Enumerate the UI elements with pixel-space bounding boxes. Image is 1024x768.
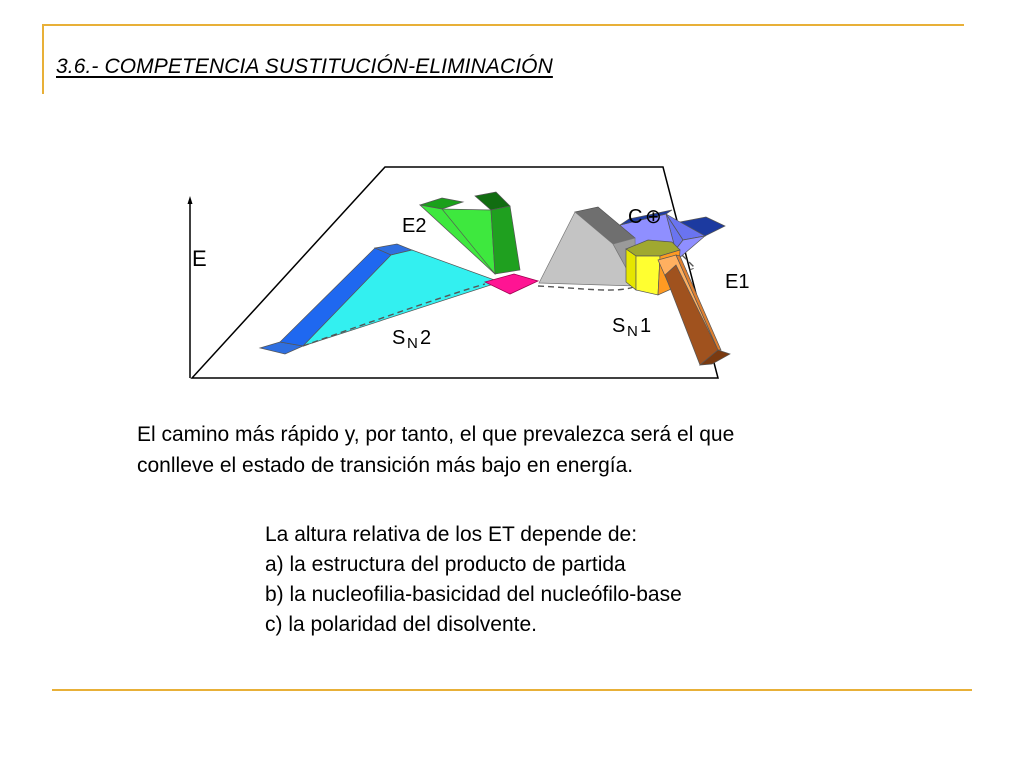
conclusion-paragraph bbox=[137, 419, 897, 481]
accent-line-left bbox=[42, 24, 44, 94]
factor-item: a) la estructura del producto de partida bbox=[265, 553, 626, 576]
factors-heading: La altura relativa de los ET depende de: bbox=[265, 523, 638, 546]
conclusion-line: conlleve el estado de transición más bajo en energía. bbox=[137, 454, 634, 477]
sn2-label-num: 2 bbox=[420, 327, 432, 349]
e1-label: E1 bbox=[725, 271, 750, 293]
sn2-label-n: N bbox=[407, 335, 418, 352]
energy-axis-label: E bbox=[192, 246, 207, 271]
e2-label: E2 bbox=[402, 215, 427, 237]
sn1-label-n: N bbox=[627, 323, 638, 340]
factors-list bbox=[265, 520, 825, 640]
slide-title: 3.6.- COMPETENCIA SUSTITUCIÓN-ELIMINACIÓN bbox=[56, 55, 553, 78]
energy-surface-diagram bbox=[180, 160, 820, 390]
sn1-label-num: 1 bbox=[640, 315, 652, 337]
carbocation-label: C bbox=[628, 206, 643, 228]
factor-item: c) la polaridad del disolvente. bbox=[265, 613, 537, 636]
conclusion-line: El camino más rápido y, por tanto, el que prevalezca será el que bbox=[137, 423, 735, 446]
sn2-label-s: S bbox=[392, 327, 406, 349]
carbocation-plus-icon: ⊕ bbox=[645, 206, 662, 228]
energy-axis-arrow bbox=[188, 196, 193, 204]
sn1-label-s: S bbox=[612, 315, 626, 337]
factor-item: b) la nucleofilia-basicidad del nucleófilo-base bbox=[265, 583, 682, 606]
accent-line-bottom bbox=[52, 689, 972, 691]
accent-line-top bbox=[42, 24, 964, 26]
